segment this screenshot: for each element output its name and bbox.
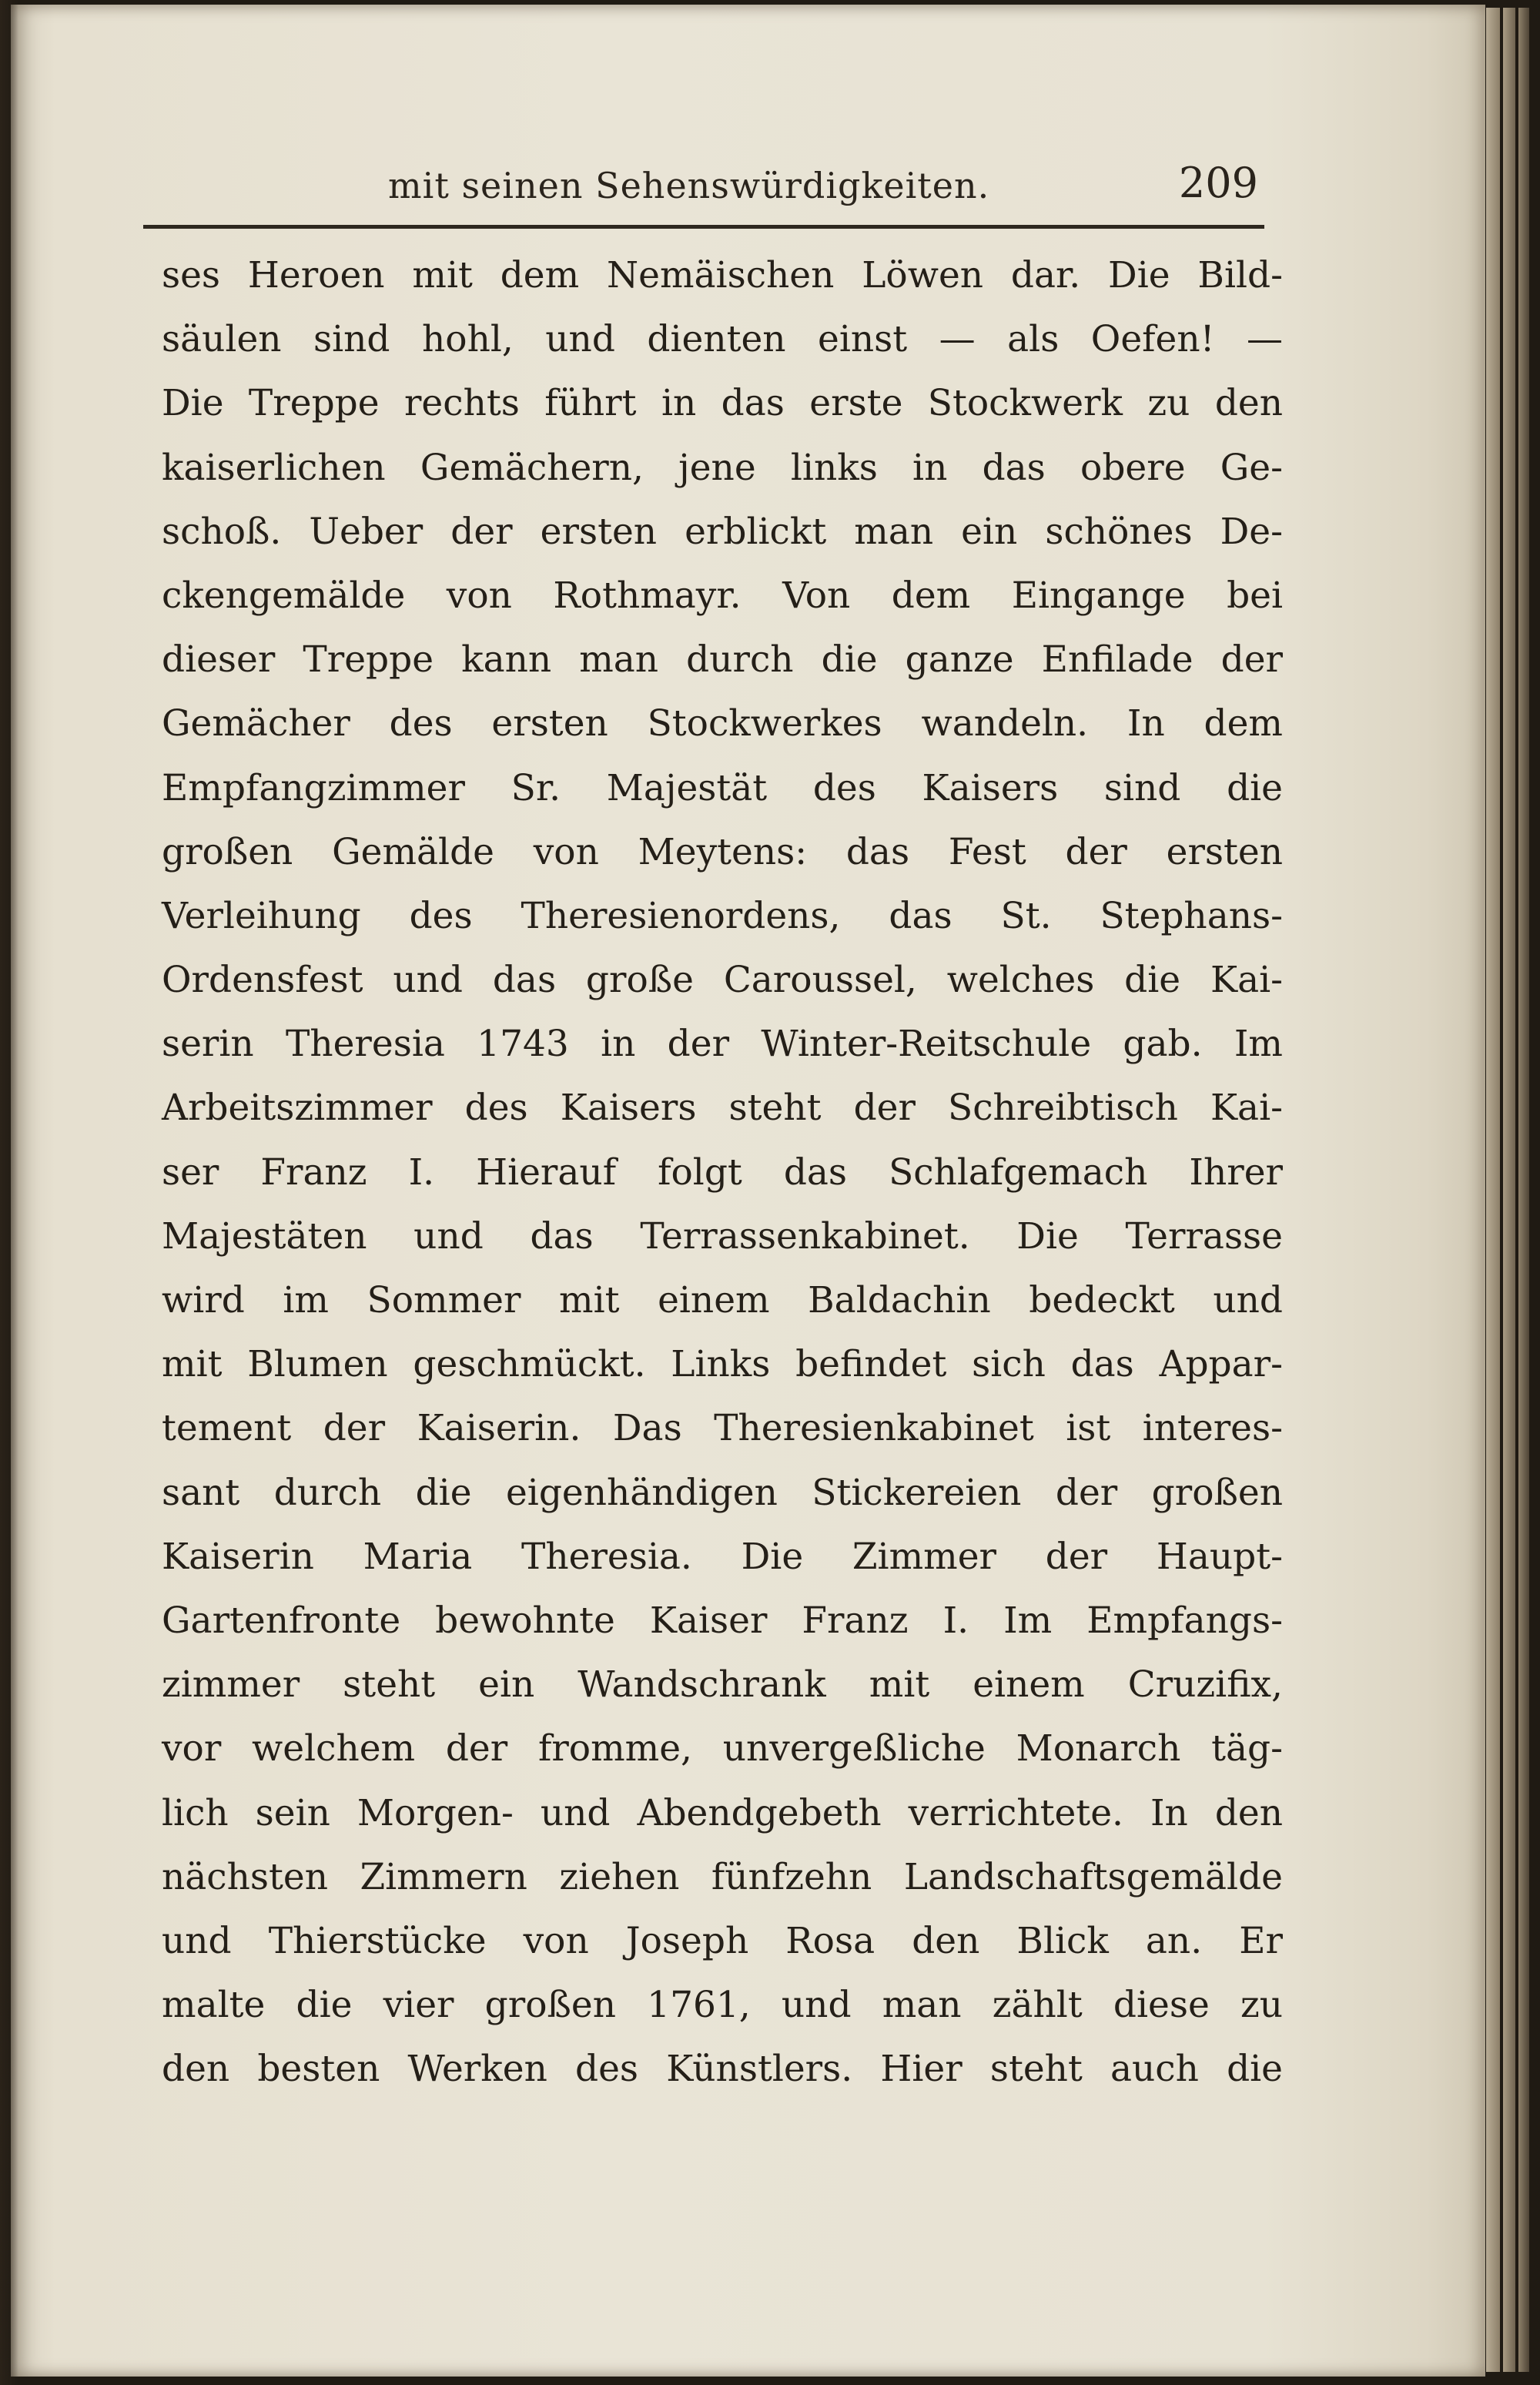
header-rule xyxy=(143,225,1264,229)
text-line: und Thierstücke von Joseph Rosa den Blick an. Er xyxy=(162,1919,1283,1962)
text-line: säulen sind hohl, und dienten einst — als Oefen! — xyxy=(162,318,1283,361)
text-line: Majestäten und das Terrassenkabinet. Die Terrasse xyxy=(162,1214,1283,1258)
body-text xyxy=(162,243,1283,2101)
text-line: ser Franz I. Hierauf folgt das Schlafgemach Ihrer xyxy=(162,1151,1283,1194)
text-line: nächsten Zimmern ziehen fünfzehn Landschaftsgemälde xyxy=(162,1855,1283,1898)
text-line: tement der Kaiserin. Das Theresienkabinet ist interes- xyxy=(162,1407,1283,1450)
text-line: großen Gemälde von Meytens: das Fest der ersten xyxy=(162,830,1283,873)
text-line: Gartenfronte bewohnte Kaiser Franz I. Im Empfangs- xyxy=(162,1599,1283,1642)
text-line: kaiserlichen Gemächern, jene links in das obere Ge- xyxy=(162,446,1283,489)
text-line: Die Treppe rechts führt in das erste Stockwerk zu den xyxy=(162,382,1283,425)
text-line: lich sein Morgen- und Abendgebeth verrichtete. In den xyxy=(162,1791,1283,1834)
running-head xyxy=(149,156,1258,225)
text-line: zimmer steht ein Wandschrank mit einem Cruzifix, xyxy=(162,1663,1283,1707)
text-line: Gemächer des ersten Stockwerkes wandeln. In dem xyxy=(162,702,1283,745)
text-line: ckengemälde von Rothmayr. Von dem Eingange bei xyxy=(162,574,1283,617)
text-line: ses Heroen mit dem Nemäischen Löwen dar. Die Bild- xyxy=(162,254,1283,296)
running-head-title: mit seinen Sehenswürdigkeiten. xyxy=(388,165,990,206)
page-edge xyxy=(1518,8,1529,2372)
text-line: Kaiserin Maria Theresia. Die Zimmer der Haupt- xyxy=(162,1535,1283,1578)
page-number: 209 xyxy=(1178,159,1258,207)
text-line: Arbeitszimmer des Kaisers steht der Schreibtisch Kai- xyxy=(162,1087,1283,1130)
text-line: malte die vier großen 1761, und man zählt diese zu xyxy=(162,1984,1283,2027)
page-edge xyxy=(1503,8,1515,2372)
text-line: wird im Sommer mit einem Baldachin bedeckt und xyxy=(162,1279,1283,1321)
text-line: Empfangzimmer Sr. Majestät des Kaisers sind die xyxy=(162,766,1283,809)
paper-page xyxy=(11,5,1485,2377)
binding-shadow xyxy=(0,0,18,2385)
text-line: Ordensfest und das große Caroussel, welches die Kai- xyxy=(162,959,1283,1002)
text-line: dieser Treppe kann man durch die ganze Enfilade der xyxy=(162,638,1283,682)
text-line: vor welchem der fromme, unvergeßliche Monarch täg- xyxy=(162,1727,1283,1770)
text-line: den besten Werken des Künstlers. Hier steht auch die xyxy=(162,2048,1283,2091)
text-line: sant durch die eigenhändigen Stickereien der großen xyxy=(162,1471,1283,1514)
text-line: mit Blumen geschmückt. Links befindet sich das Appar- xyxy=(162,1343,1283,1386)
text-line: Verleihung des Theresienordens, das St. Stephans- xyxy=(162,894,1283,937)
text-line: serin Theresia 1743 in der Winter-Reitschule gab. Im xyxy=(162,1023,1283,1066)
text-line: schoß. Ueber der ersten erblickt man ein schönes De- xyxy=(162,510,1283,553)
page-edge xyxy=(1486,8,1500,2372)
